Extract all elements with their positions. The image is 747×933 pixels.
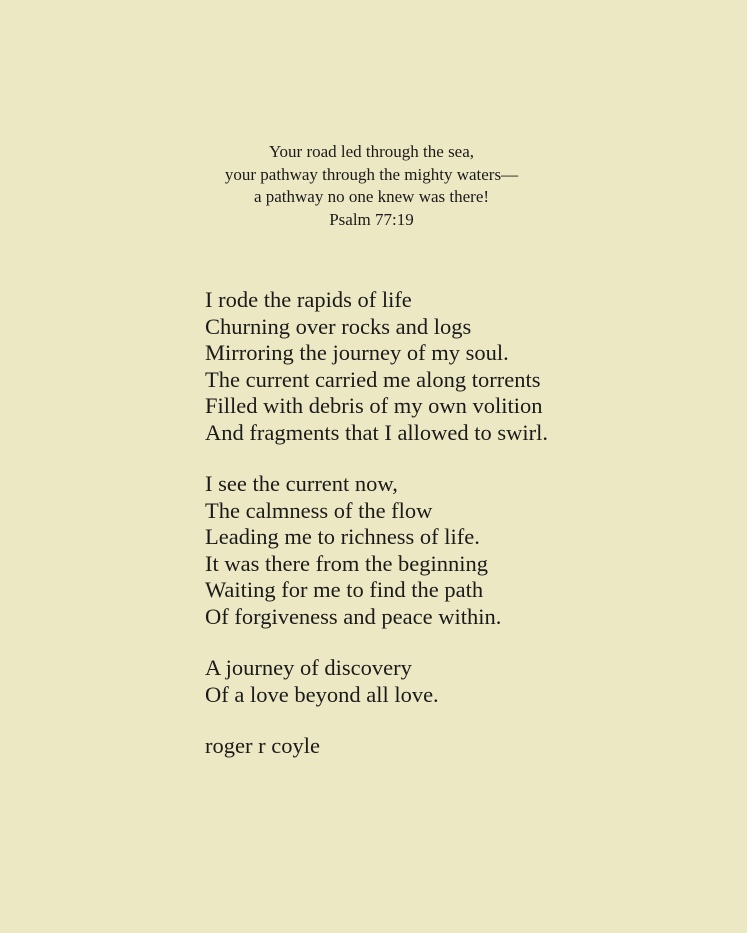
stanza-1 <box>205 287 725 446</box>
poem-line: I rode the rapids of life <box>205 287 412 312</box>
poem-line: Mirroring the journey of my soul. <box>205 340 509 365</box>
stanza-2 <box>205 471 725 630</box>
epigraph-line: your pathway through the mighty waters— <box>224 164 519 184</box>
poem-line: It was there from the beginning <box>205 550 489 576</box>
poem-line: Of a love beyond all love. <box>205 681 439 707</box>
poem-line: I see the current now, <box>205 471 398 496</box>
scripture-epigraph <box>200 141 543 231</box>
poem-body <box>205 287 725 760</box>
poem-line: Waiting for me to find the path <box>205 577 484 602</box>
epigraph-line: a pathway no one knew was there! <box>253 187 490 206</box>
poem-line: A journey of discovery <box>205 655 412 680</box>
poem-line: The calmness of the flow <box>205 497 433 523</box>
poem-line: And fragments that I allowed to swirl. <box>205 419 549 445</box>
author-signature: roger r coyle <box>205 733 320 758</box>
epigraph-line: Your road led through the sea, <box>268 142 475 161</box>
stanza-3 <box>205 655 725 708</box>
poem-line: Of forgiveness and peace within. <box>205 603 502 629</box>
poem-line: Leading me to richness of life. <box>205 524 480 549</box>
poem-line: Filled with debris of my own volition <box>205 393 543 418</box>
poem-line: Churning over rocks and logs <box>205 313 472 339</box>
poem-line: The current carried me along torrents <box>205 366 541 392</box>
scripture-reference: Psalm 77:19 <box>329 209 414 229</box>
